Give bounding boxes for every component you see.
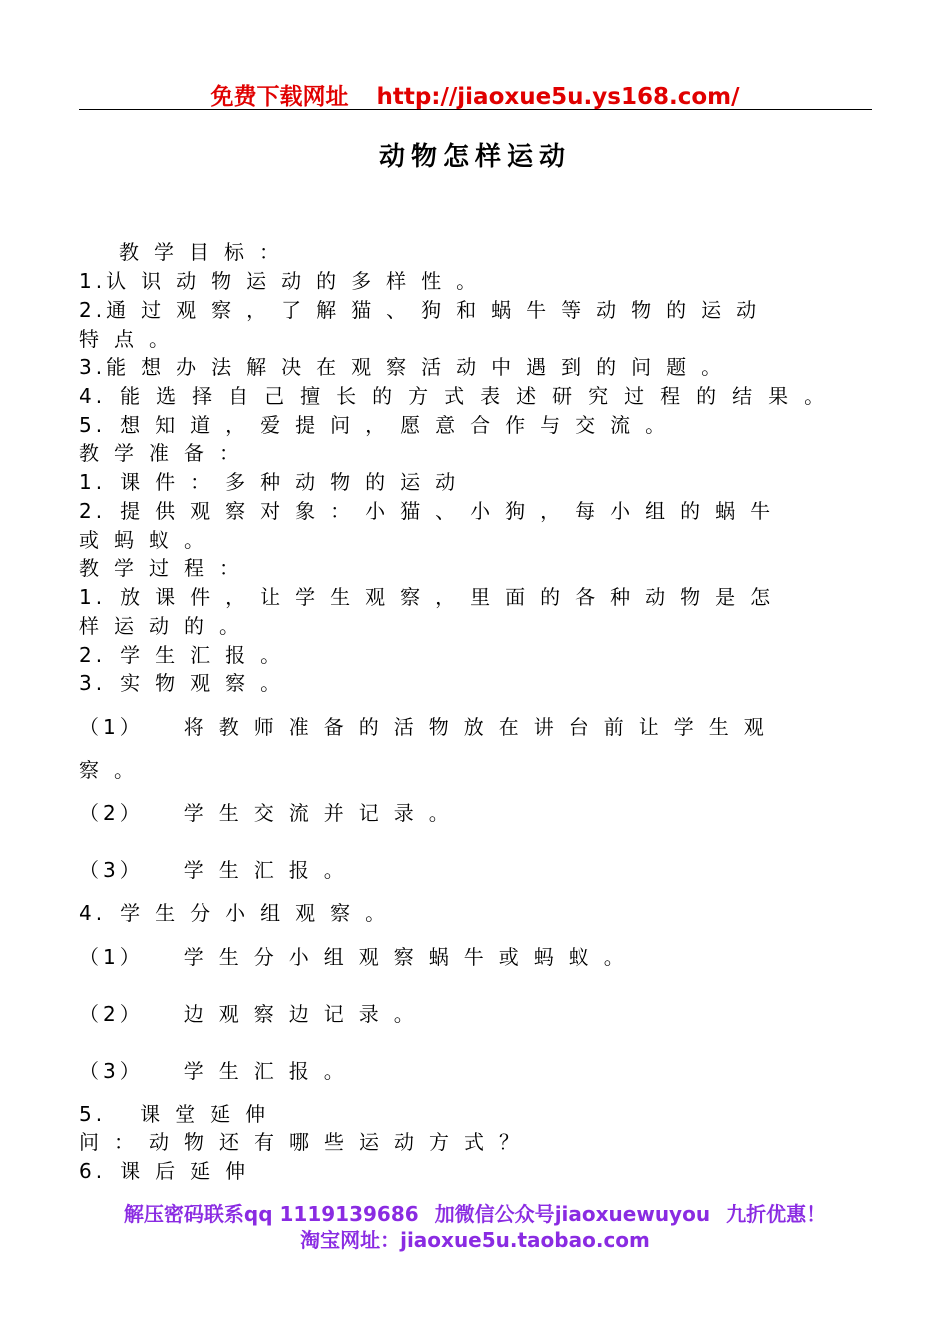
process-item-1: 1. 放课件，让学生观察，里面的各种动物是怎: [79, 585, 786, 609]
sub-item-4-3: （3） 学生汇报。: [79, 1059, 359, 1083]
footer-contact-line: [0, 1198, 950, 1227]
process-item-2: 2. 学生汇报。: [79, 643, 296, 667]
prep-item-2-cont: 或蚂蚁。: [79, 528, 219, 552]
footer-qq: qq 1119139686: [243, 1202, 419, 1226]
page-title: 动物怎样运动: [378, 142, 571, 172]
goal-item-3: 3.能想办法解决在观察活动中遇到的问题。: [79, 355, 737, 379]
footer-taobao-label: 淘宝网址：: [300, 1228, 401, 1252]
question-line: 问：动物还有哪些运动方式？: [79, 1130, 534, 1154]
footer-taobao-line: [0, 1224, 950, 1253]
footer-unzip-label: 解压密码联系: [123, 1202, 244, 1226]
goal-item-4: 4. 能选择自己擅长的方式表述研究过程的结果。: [79, 384, 841, 408]
section-heading-process: 教学过程：: [79, 556, 254, 580]
prep-item-1: 1. 课件：多种动物的运动: [79, 470, 471, 494]
sub-item-3-1-cont: 察。: [79, 758, 149, 782]
goal-item-2-cont: 特点。: [79, 327, 184, 351]
footer-discount: 九折优惠！: [726, 1202, 827, 1226]
download-url-link[interactable]: http://jiaoxue5u.ys168.com/: [376, 84, 740, 110]
footer-taobao-link[interactable]: jiaoxue5u.taobao.com: [400, 1228, 650, 1252]
sub-item-4-1: （1） 学生分小组观察蜗牛或蚂蚁。: [79, 945, 639, 969]
goal-item-1: 1.认识动物运动的多样性。: [79, 269, 492, 293]
download-header: [0, 78, 950, 111]
header-divider: [79, 109, 872, 110]
section-heading-prep: 教学准备：: [79, 441, 254, 465]
process-item-4: 4. 学生分小组观察。: [79, 901, 401, 925]
prep-item-2: 2. 提供观察对象：小猫、小狗，每小组的蜗牛: [79, 499, 786, 523]
sub-item-3-1: （1） 将教师准备的活物放在讲台前让学生观: [79, 715, 779, 739]
sub-item-3-2: （2） 学生交流并记录。: [79, 801, 464, 825]
download-label: 免费下载网址: [210, 84, 349, 110]
goal-item-5: 5. 想知道，爱提问，愿意合作与交流。: [79, 413, 681, 437]
goal-item-2: 2.通过观察，了解猫、狗和蜗牛等动物的运动: [79, 298, 772, 322]
sub-item-4-2: （2） 边观察边记录。: [79, 1002, 429, 1026]
process-item-1-cont: 样运动的。: [79, 614, 254, 638]
section-heading-goals: 教学目标：: [119, 240, 294, 264]
process-item-3: 3. 实物观察。: [79, 671, 296, 695]
process-item-6: 6. 课后延伸: [79, 1159, 261, 1183]
sub-item-3-3: （3） 学生汇报。: [79, 858, 359, 882]
footer-wechat-label: 加微信公众号: [434, 1202, 555, 1226]
process-item-5: 5. 课堂延伸: [79, 1102, 281, 1126]
footer-wechat-id: jiaoxuewuyou: [554, 1202, 711, 1226]
